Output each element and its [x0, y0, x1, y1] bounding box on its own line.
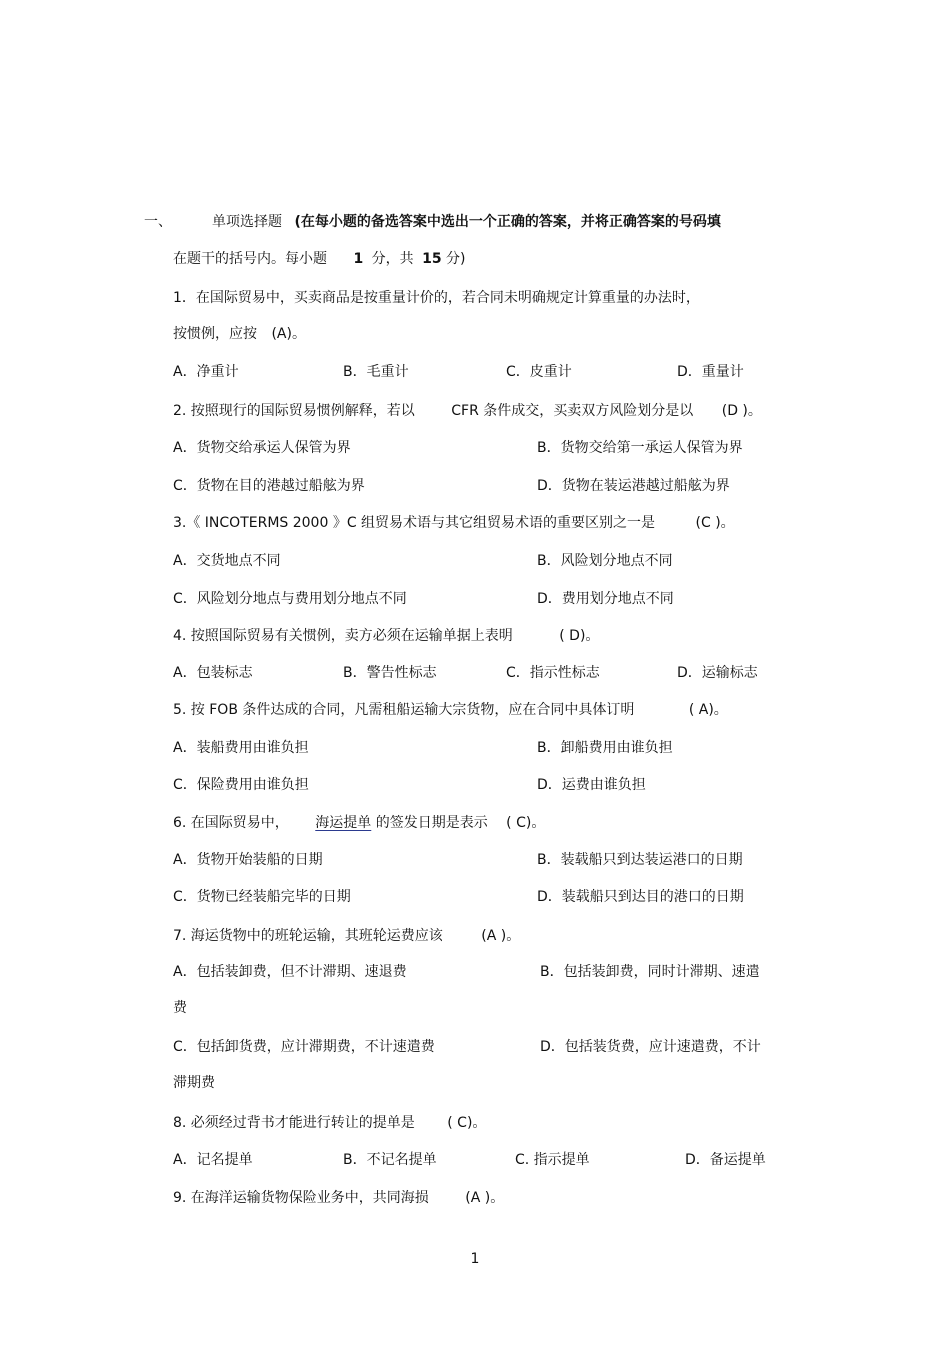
- section-title: 单项选择题: [212, 214, 282, 230]
- question-1-answer: (A): [271, 326, 292, 342]
- question-6-option-a: A．货物开始装船的日期: [173, 852, 323, 868]
- question-5-option-a: A．装船费用由谁负担: [173, 740, 309, 756]
- question-7-option-a: A．包括装卸费，但不计滞期、速退费: [173, 964, 407, 980]
- question-5-option-c: C．保险费用由谁负担: [173, 777, 309, 793]
- question-3-answer: (C ): [695, 515, 721, 531]
- question-6-stem: 6. 在国际贸易中， 海运提单 的签发日期是表示 ( C)。: [173, 815, 546, 831]
- question-9-answer: (A ): [465, 1190, 491, 1206]
- question-7-option-d-wrap: 滞期费: [173, 1075, 215, 1091]
- question-3-option-b: B．风险划分地点不同: [537, 553, 673, 569]
- question-4-answer: ( D): [559, 628, 586, 644]
- question-1-option-d: D．重量计: [677, 364, 744, 380]
- question-4-option-c: C．指示性标志: [506, 665, 600, 681]
- question-1-option-a: A．净重计: [173, 364, 239, 380]
- question-5-stem: 5. 按 FOB 条件达成的合同，凡需租船运输大宗货物，应在合同中具体订明 ( A)。: [173, 702, 728, 718]
- question-6-option-d: D．装载船只到达目的港口的日期: [537, 889, 744, 905]
- question-4-option-a: A．包装标志: [173, 665, 253, 681]
- question-3-option-a: A．交货地点不同: [173, 553, 281, 569]
- question-4-option-b: B．警告性标志: [343, 665, 437, 681]
- question-4-option-d: D．运输标志: [677, 665, 758, 681]
- question-5-option-d: D．运费由谁负担: [537, 777, 646, 793]
- section-instruction: (在每小题的备选答案中选出一个正确的答案，并将正确答案的号码填: [294, 214, 721, 230]
- question-6-option-b: B．装载船只到达装运港口的日期: [537, 852, 743, 868]
- question-2-stem: 2. 按照现行的国际贸易惯例解释，若以 CFR 条件成交，买卖双方风险划分是以 (D )。: [173, 403, 762, 419]
- question-7-stem: 7. 海运货物中的班轮运输，其班轮运费应该 (A )。: [173, 928, 521, 944]
- question-2-answer: (D ): [721, 403, 748, 419]
- question-1-option-c: C．皮重计: [506, 364, 572, 380]
- question-2-option-b: B．货物交给第一承运人保管为界: [537, 440, 743, 456]
- question-1-option-b: B．毛重计: [343, 364, 409, 380]
- question-2-option-d: D．货物在装运港越过船舷为界: [537, 478, 730, 494]
- question-1-stem-cont: 按惯例，应按 (A)。: [173, 326, 306, 342]
- question-8-option-d: D．备运提单: [685, 1152, 766, 1168]
- question-3-option-d: D．费用划分地点不同: [537, 591, 674, 607]
- question-2-option-a: A．货物交给承运人保管为界: [173, 440, 351, 456]
- question-9-stem: 9. 在海洋运输货物保险业务中，共同海损 (A )。: [173, 1190, 505, 1206]
- question-3-option-c: C．风险划分地点与费用划分地点不同: [173, 591, 407, 607]
- question-5-answer: ( A): [688, 702, 714, 718]
- question-3-stem: 3.《 INCOTERMS 2000 》C 组贸易术语与其它组贸易术语的重要区别之一是 (C )。: [173, 515, 735, 531]
- bill-of-lading-link[interactable]: 海运提单: [315, 815, 372, 831]
- question-8-option-b: B．不记名提单: [343, 1152, 437, 1168]
- question-7-answer: (A ): [481, 928, 507, 944]
- question-8-option-c: C. 指示提单: [515, 1152, 590, 1168]
- question-4-stem: 4. 按照国际贸易有关惯例，卖方必须在运输单据上表明 ( D)。: [173, 628, 600, 644]
- question-7-option-c: C．包括卸货费，应计滞期费，不计速遣费: [173, 1039, 435, 1055]
- section-heading: [212, 212, 721, 232]
- section-number: 一、: [144, 214, 172, 230]
- question-6-answer: ( C): [506, 815, 532, 831]
- question-2-option-c: C．货物在目的港越过船舷为界: [173, 478, 365, 494]
- question-7-option-d: D．包括装货费，应计速遣费，不计: [540, 1039, 761, 1055]
- question-7-option-b: B．包括装卸费，同时计滞期、速遣: [540, 964, 760, 980]
- section-instruction-cont: 在题干的括号内。每小题 1 分，共 15 分): [173, 251, 466, 267]
- question-8-option-a: A．记名提单: [173, 1152, 253, 1168]
- question-8-stem: 8. 必须经过背书才能进行转让的提单是 ( C)。: [173, 1115, 487, 1131]
- question-5-option-b: B．卸船费用由谁负担: [537, 740, 673, 756]
- question-8-answer: ( C): [447, 1115, 473, 1131]
- page-number: 1: [470, 1251, 480, 1267]
- question-6-option-c: C．货物已经装船完毕的日期: [173, 889, 351, 905]
- question-7-option-b-wrap: 费: [173, 1000, 187, 1016]
- question-1-stem: 1．在国际贸易中，买卖商品是按重量计价的，若合同未明确规定计算重量的办法时，: [173, 290, 700, 306]
